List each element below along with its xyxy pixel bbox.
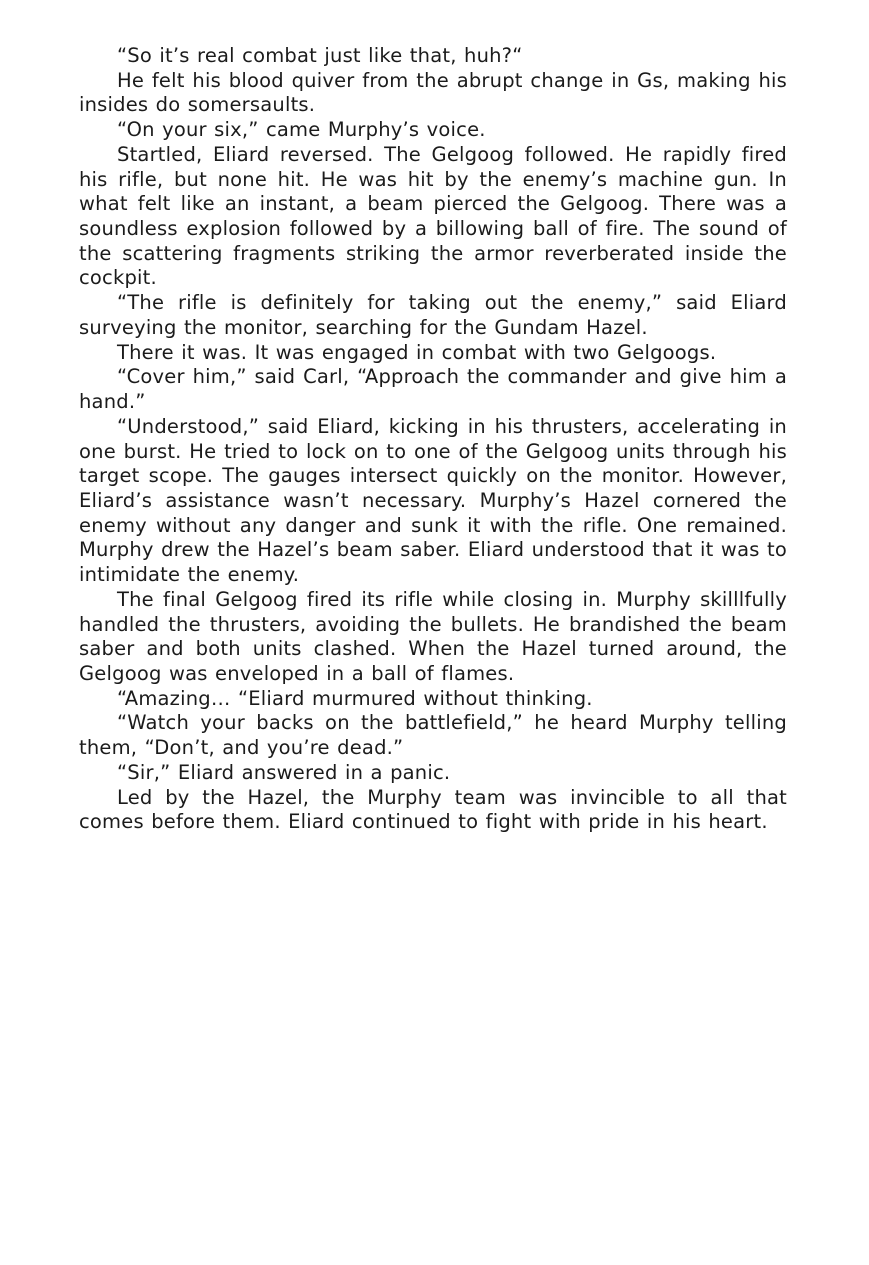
paragraph: There it was. It was engaged in combat with two Gelgoogs.: [117, 340, 717, 364]
paragraph: “On your six,” came Murphy’s voice.: [117, 118, 486, 142]
paragraph: “Cover him,” said Carl, “Approach the commander and give him a hand.”: [79, 365, 787, 414]
paragraph: “The rifle is definitely for taking out the enemy,” said Eliard surveying the monitor, searching for the Gundam Hazel.: [79, 291, 787, 339]
paragraph: Startled, Eliard reversed. The Gelgoog followed. He rapidly fired his rifle, but none hit. He was hit by the enemy’s machine gun. In what felt like an instant, a beam pierced the Gelgoog. There was a soundless explosion followed by a billowing ball of fire. The sound of the scattering fragments striking the armor reverberated inside the cockpit.: [79, 142, 787, 290]
paragraph: The final Gelgoog fired its rifle while closing in. Murphy skilllfully handled the thrusters, avoiding the bullets. He brandished the beam saber and both units clashed. When the Hazel turned around, the Gelgoog was enveloped in a ball of flames.: [79, 587, 787, 685]
paragraph: Led by the Hazel, the Murphy team was invincible to all that comes before them. Eliard continued to fight with pride in his heart.: [79, 785, 787, 834]
paragraph: “So it’s real combat just like that, huh?“: [117, 44, 523, 67]
novel-text-block: [79, 44, 787, 835]
paragraph: “Sir,” Eliard answered in a panic.: [117, 760, 451, 784]
paragraph: “Amazing… “Eliard murmured without thinking.: [117, 686, 593, 710]
paragraph: “Watch your backs on the battlefield,” he heard Murphy telling them, “Don’t, and you’re dead.”: [79, 711, 787, 760]
paragraph: He felt his blood quiver from the abrupt change in Gs, making his insides do somersaults.: [79, 68, 787, 117]
paragraph: “Understood,” said Eliard, kicking in his thrusters, accelerating in one burst. He tried to lock on to one of the Gelgoog units through his target scope. The gauges intersect quickly on the monitor. However, Eliard’s assistance wasn’t necessary. Murphy’s Hazel cornered the enemy without any danger and sunk it with the rifle. One remained. Murphy drew the Hazel’s beam saber. Eliard understood that it was to intimidate the enemy.: [79, 414, 787, 587]
